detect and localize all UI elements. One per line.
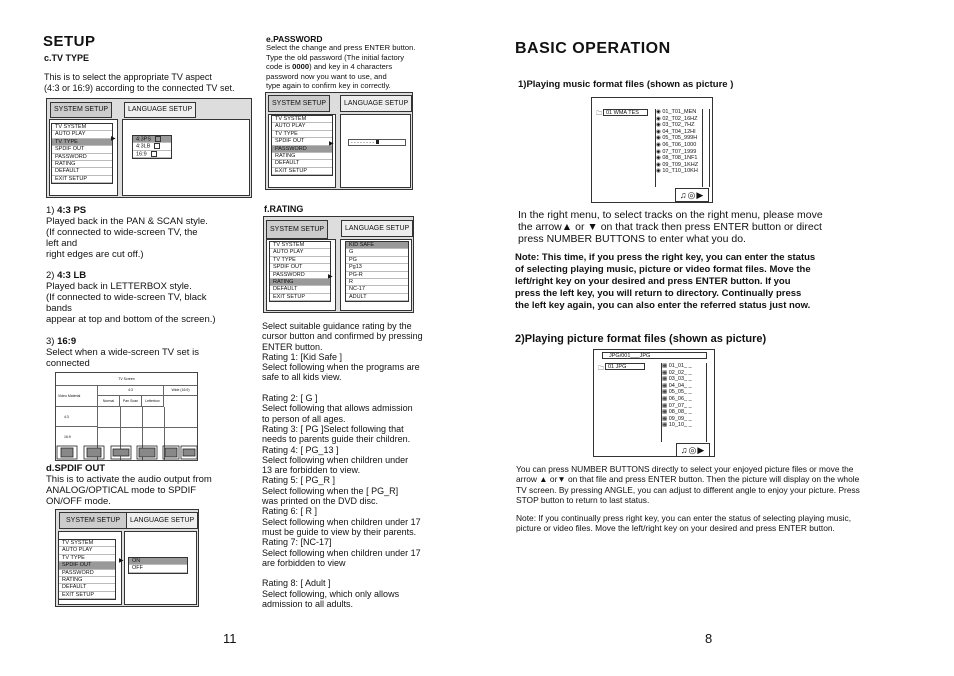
setup-menu-list xyxy=(271,115,333,176)
music-disc-icon: ◉ xyxy=(656,115,663,122)
menu-item[interactable]: TV SYSTEM xyxy=(59,540,115,547)
file-item[interactable]: ▦ 01_01_ _ xyxy=(662,363,692,369)
image-file-icon: ▦ xyxy=(662,363,669,369)
spdif-text: This is to activate the audio output from ANALOG/OPTICAL mode to SPDIF ON/OFF mode. xyxy=(46,474,212,507)
music-browser xyxy=(591,97,713,203)
diagram-col-letterbox: Letterbox xyxy=(142,396,164,407)
diagram-row-43: 4:3 xyxy=(56,407,98,427)
image-file-icon: ▦ xyxy=(662,402,669,409)
option-item[interactable]: R xyxy=(346,279,408,286)
lock-icon xyxy=(376,140,379,144)
music-disc-icon: ◉ xyxy=(656,122,663,129)
diagram-left-label: Video Material xyxy=(56,385,98,407)
password-title: e.PASSWORD xyxy=(266,34,323,44)
track-item[interactable]: ◉ 10_T10_10KH xyxy=(656,168,698,175)
picture-folder-item[interactable]: 01 JPG xyxy=(605,363,645,370)
option-item-selected[interactable]: ON xyxy=(129,558,187,565)
image-file-icon: ▦ xyxy=(662,369,669,376)
track-item[interactable]: ◉ 06_T06_1000 xyxy=(656,141,697,148)
menu-item[interactable]: SPDIF OUT xyxy=(52,146,112,153)
menu-item-selected[interactable]: SPDIF OUT xyxy=(59,562,115,569)
option-item[interactable]: 4:3LB xyxy=(133,143,171,150)
diagram-col-normal: Normal xyxy=(98,396,120,407)
menu-item[interactable]: AUTO PLAY xyxy=(59,547,115,554)
diagram-mid-label: 4:3 xyxy=(98,385,164,396)
music-disc-icon: ◉ xyxy=(656,161,663,168)
picture-path: JPG/001___JPG xyxy=(602,352,707,359)
tab-system-setup[interactable]: SYSTEM SETUP xyxy=(268,95,330,112)
menu-item[interactable]: EXIT SETUP xyxy=(59,592,115,599)
file-item[interactable]: ▦ 06_06_ _ xyxy=(662,395,692,402)
option-item-selected[interactable]: KID SAFE xyxy=(346,242,408,249)
picture-instructions: You can press NUMBER BUTTONS directly to select your enjoyed picture files or move the arrow ▲ or▼ on that file and press ENTER button. Then the picture will display on the whole TV screen. By pressing ANGLE, you can adjust to different angle to enjoy your picture. Press STOP button to return to last status. xyxy=(516,464,860,505)
media-type-buttons[interactable] xyxy=(675,188,709,202)
menu-item[interactable]: RATING xyxy=(52,161,112,168)
menu-item[interactable]: EXIT SETUP xyxy=(272,168,332,175)
menu-item-selected[interactable]: RATING xyxy=(270,279,330,286)
picture-note: Note: If you continually press right key, you can enter the status of selecting playing music, picture or video files. Move the left/right key on your desired and press ENTER button. xyxy=(516,513,852,534)
setup-menu-list xyxy=(51,123,113,184)
arrow-right-icon: ▶ xyxy=(329,141,334,147)
arrow-right-icon: ▶ xyxy=(111,136,116,142)
tv-type-options xyxy=(132,135,172,159)
file-item[interactable]: ▦ 09_09_ _ xyxy=(662,415,692,422)
tab-system-setup[interactable]: SYSTEM SETUP xyxy=(266,220,328,239)
tv-icons-row xyxy=(55,444,200,462)
folder-icon: 🗀 xyxy=(596,111,603,117)
tab-language-setup[interactable]: LANGUAGE SETUP xyxy=(126,512,198,529)
track-item[interactable]: ◉ 03_T02_7HZ xyxy=(656,122,695,129)
file-item[interactable]: ▦ 10_10_ _ xyxy=(662,422,692,429)
track-item[interactable]: ◉ 02_T02_16HZ xyxy=(656,115,698,122)
music-section-title: 1)Playing music format files (shown as picture ) xyxy=(518,79,734,90)
arrow-right-icon: ▶ xyxy=(328,274,333,280)
music-note-icon[interactable]: ♫ xyxy=(679,190,688,200)
track-item[interactable]: ◉ 05_T05_999H xyxy=(656,135,698,142)
password-text: Select the change and press ENTER button. Type the old password (The initial factory code is 0000) and key in 4 characters password now you want to use, and type again to confirm key in correctly. xyxy=(266,43,416,90)
diagram-right-label: Wide (16:9) xyxy=(164,385,197,396)
menu-item[interactable]: TV SYSTEM xyxy=(272,116,332,123)
music-disc-icon: ◉ xyxy=(656,128,663,135)
arrow-down-icon: ▼ xyxy=(557,474,566,485)
music-disc-icon: ◉ xyxy=(656,168,663,175)
image-file-icon: ▦ xyxy=(662,422,669,429)
menu-item[interactable]: AUTO PLAY xyxy=(272,123,332,130)
menu-item[interactable]: TV SYSTEM xyxy=(52,124,112,131)
track-item[interactable]: ◉ 08_T08_1NF1 xyxy=(656,155,698,162)
music-disc-icon: ◉ xyxy=(656,135,663,142)
menu-item[interactable]: DEFAULT xyxy=(272,160,332,167)
rating-options xyxy=(345,241,409,302)
image-file-icon: ▦ xyxy=(662,395,669,402)
music-instructions: In the right menu, to select tracks on the right menu, please move the arrow▲ or ▼ on that track then press ENTER button or direct press NUMBER BUTTONS to enter what you do. xyxy=(518,209,823,245)
play-icon[interactable]: ▶ xyxy=(696,190,705,200)
image-file-icon: ▦ xyxy=(662,382,669,389)
scrollbar[interactable] xyxy=(702,109,709,187)
image-file-icon: ▦ xyxy=(662,415,669,422)
menu-item[interactable]: TV TYPE xyxy=(272,131,332,138)
tv-type-title: c.TV TYPE xyxy=(44,53,90,63)
file-item[interactable]: ▦ 02_02_ _ xyxy=(662,369,692,376)
menu-item-selected[interactable]: TV TYPE xyxy=(52,139,112,146)
tab-system-setup[interactable]: SYSTEM SETUP xyxy=(50,102,112,118)
menu-item[interactable]: RATING xyxy=(272,153,332,160)
option-item[interactable]: 16:9 xyxy=(133,151,171,158)
menu-item[interactable]: DEFAULT xyxy=(59,584,115,591)
menu-item[interactable]: DEFAULT xyxy=(52,168,112,175)
menu-item[interactable]: SPDIF OUT xyxy=(272,138,332,145)
setup-heading: SETUP xyxy=(43,33,96,50)
setup-menu-list xyxy=(58,539,116,600)
diagram-top-label: TV Screen xyxy=(56,373,197,386)
menu-item[interactable]: RATING xyxy=(59,577,115,584)
option-item[interactable]: G xyxy=(346,249,408,256)
arrow-up-icon: ▲ xyxy=(539,474,548,485)
spdif-menu-screen xyxy=(55,509,199,607)
option-item-selected[interactable]: 4:3PS xyxy=(133,136,171,143)
picture-section-title: 2)Playing picture format files (shown as picture) xyxy=(515,333,767,345)
rating-description: Select suitable guidance rating by the cursor button and confirmed by pressing ENTER button. Rating 1: [Kid Safe ] Select following when the programs are safe to all kids view. Rating 2: [ G ] Select following that allows admission to person of all ages. Rating 3: [ PG ]Select following that needs to parents guide their children. Rating 4: [ PG_13 ] Select following when children under 13 are forbidden to view. Rating 5: [ PG_R ] Select following when the [ PG_R] was printed on the DVD disc. Rating 6: [ R ] Select following when children under 17 must be guide to view by their parents. Rating 7: [NC-17] Select following when children under 17 are forbidden to view Rating 8: [ Adult ] Select following, which only allows admission to all adults. xyxy=(262,321,423,610)
file-item[interactable]: ▦ 07_07_ _ xyxy=(662,402,692,409)
scrollbar[interactable] xyxy=(705,363,710,442)
menu-item-selected[interactable]: PASSWORD xyxy=(272,146,332,153)
image-file-icon: ▦ xyxy=(662,376,669,383)
disc-icon[interactable]: ◎ xyxy=(688,445,698,455)
menu-item[interactable]: TV TYPE xyxy=(270,257,330,264)
track-item[interactable]: ◉ 09_T09_1KHZ xyxy=(656,161,699,168)
page-number-right: 8 xyxy=(705,631,713,646)
music-note-icon[interactable]: ♫ xyxy=(680,445,689,455)
file-item[interactable]: ▦ 03_03_ _ xyxy=(662,376,692,383)
page-number-left: 11 xyxy=(223,631,237,646)
tv-type-menu-screen xyxy=(46,98,252,198)
track-item[interactable]: ◉ 04_T04_12HI xyxy=(656,128,696,135)
tab-system-setup[interactable]: SYSTEM SETUP xyxy=(59,512,127,529)
password-menu-screen xyxy=(265,92,413,190)
arrow-down-icon: ▼ xyxy=(587,221,598,233)
media-type-buttons[interactable] xyxy=(676,443,710,457)
track-item[interactable]: ◉ 07_T07_1999 xyxy=(656,148,697,155)
play-icon[interactable]: ▶ xyxy=(697,445,706,455)
option-item[interactable]: NC-17 xyxy=(346,286,408,293)
menu-item[interactable]: AUTO PLAY xyxy=(52,131,112,138)
rating-menu-screen xyxy=(263,216,414,313)
menu-item[interactable]: PASSWORD xyxy=(52,154,112,161)
menu-item[interactable]: EXIT SETUP xyxy=(52,176,112,183)
picture-browser xyxy=(593,349,715,457)
music-disc-icon: ◉ xyxy=(656,141,663,148)
checkbox-icon xyxy=(151,151,157,157)
tab-language-setup[interactable]: LANGUAGE SETUP xyxy=(124,102,196,118)
tab-language-setup[interactable]: LANGUAGE SETUP xyxy=(340,95,412,112)
disc-icon[interactable]: ◎ xyxy=(687,190,697,200)
option-item[interactable]: PG-R xyxy=(346,272,408,279)
arrow-up-icon: ▲ xyxy=(561,221,573,233)
file-item[interactable]: ▦ 05_05_ _ xyxy=(662,389,692,396)
image-file-icon: ▦ xyxy=(662,389,669,396)
tv-type-item-2: 2) 4:3 LB Played back in LETTERBOX style. (If connected to wide-screen TV, black bands appear at top and bottom of the screen.) xyxy=(46,270,216,325)
music-disc-icon: ◉ xyxy=(656,148,663,155)
setup-menu-list xyxy=(269,241,331,302)
menu-item[interactable]: PASSWORD xyxy=(59,570,115,577)
tv-type-intro: This is to select the appropriate TV aspect (4:3 or 16:9) according to the connected TV set. xyxy=(44,72,235,93)
basic-operation-heading: BASIC OPERATION xyxy=(515,40,671,57)
option-item[interactable]: ADULT xyxy=(346,294,408,301)
option-item[interactable]: Pg13 xyxy=(346,264,408,271)
picture-file-list xyxy=(661,363,707,442)
menu-item[interactable]: TV SYSTEM xyxy=(270,242,330,249)
password-field[interactable]: - - - - - - - - xyxy=(348,139,406,146)
music-disc-icon: ◉ xyxy=(656,109,663,115)
track-item[interactable]: ◉ 01_T01_MEN xyxy=(656,109,697,115)
checkbox-icon xyxy=(154,143,160,149)
spdif-title: d.SPDIF OUT xyxy=(46,463,106,474)
image-file-icon: ▦ xyxy=(662,409,669,416)
menu-item[interactable]: DEFAULT xyxy=(270,286,330,293)
tv-type-item-3: 3) 16:9 Select when a wide-screen TV set is connected xyxy=(46,336,199,369)
arrow-right-icon: ▶ xyxy=(119,558,124,564)
file-item[interactable]: ▦ 04_04_ _ xyxy=(662,382,692,389)
folder-icon: 🗀 xyxy=(598,366,605,372)
menu-item[interactable]: PASSWORD xyxy=(270,272,330,279)
menu-item[interactable]: AUTO PLAY xyxy=(270,249,330,256)
music-folder-item[interactable]: 01 WMA TES xyxy=(603,109,648,116)
options-panel xyxy=(340,114,411,188)
diagram-col-panscan: Pan Scan xyxy=(120,396,142,407)
diagram-row-169: 16:9 xyxy=(56,427,98,460)
menu-item[interactable]: EXIT SETUP xyxy=(270,294,330,301)
option-item[interactable]: PG xyxy=(346,257,408,264)
rating-title: f.RATING xyxy=(264,204,304,214)
spdif-options xyxy=(128,557,188,574)
checkbox-icon xyxy=(155,136,161,142)
menu-item[interactable]: TV TYPE xyxy=(59,555,115,562)
tv-type-item-1: 1) 4:3 PS Played back in the PAN & SCAN style. (If connected to wide-screen TV, the left and right edges are cut off.) xyxy=(46,205,208,260)
option-item[interactable]: OFF xyxy=(129,565,187,572)
menu-item[interactable]: SPDIF OUT xyxy=(270,264,330,271)
music-disc-icon: ◉ xyxy=(656,155,663,162)
music-note: Note: This time, if you press the right key, you can enter the status of selecting playing music, picture or video format files. Move the left/right key on your desired and press ENTER button. If you press the left key, you will return to directory. Continually press the left key again, you can also enter the referred status just now. xyxy=(515,252,816,311)
tab-language-setup[interactable]: LANGUAGE SETUP xyxy=(341,220,413,237)
file-item[interactable]: ▦ 08_08_ _ xyxy=(662,409,692,416)
